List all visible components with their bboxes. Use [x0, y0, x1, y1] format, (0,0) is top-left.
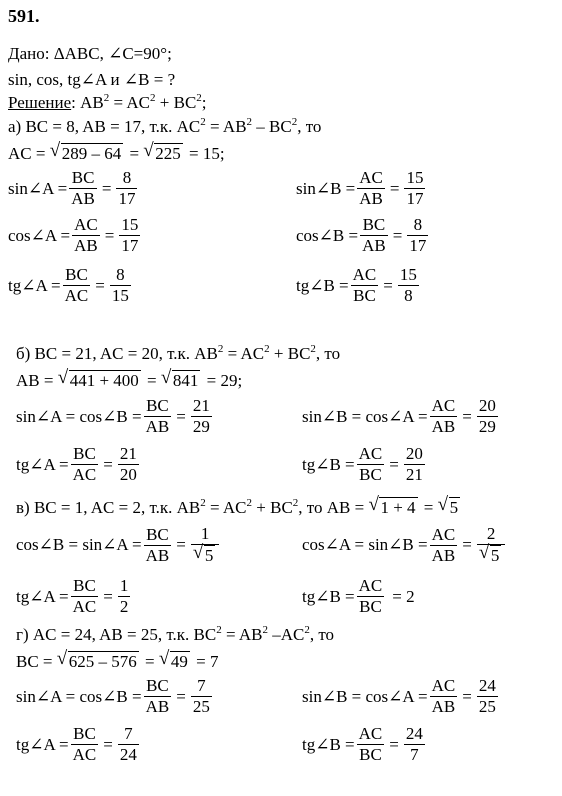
- sqrt-sign: √ 225: [143, 140, 181, 163]
- sqrt-sign: √ 289 – 64: [49, 140, 122, 163]
- find-line: sin, cos, tg∠A и ∠B = ?: [8, 70, 176, 89]
- part-v-tgA: tg∠A = $\frac{BC}{AC}$ = $\frac{1}{2}$: [16, 576, 129, 616]
- part-v-condition: в) BC = 1, AC = 2, т.к. $AB^2 = AC^2 + BC^2$, то AB = √ 1 + 4 = √ 5: [16, 494, 459, 517]
- solution-line: Решение: $AB^2 = AC^2 + BC^2$;: [8, 92, 207, 112]
- part-g-bc-calc: BC = √ 625 – 576 = √ 49 = 7: [16, 648, 219, 671]
- part-b-condition: б) BC = 21, AC = 20, т.к. $AB^2 = AC^2 + BC^2$, то: [16, 343, 341, 363]
- part-b-sinA: sin∠A = cos∠B = $\frac{BC}{AB}$ = $\frac{21}{29}$: [16, 396, 210, 436]
- part-b-sinB: sin∠B = cos∠A = $\frac{AC}{AB}$ = $\frac{20}{29}$: [302, 396, 496, 436]
- part-g-sinA: sin∠A = cos∠B = $\frac{BC}{AB}$ = $\frac{7}{25}$: [16, 676, 210, 716]
- part-b-ab-calc: AB = √ 441 + 400 = √ 841 = 29;: [16, 367, 243, 390]
- part-a-tgB: tg∠B = $\frac{AC}{BC}$ = $\frac{15}{8}$: [296, 265, 417, 305]
- part-g-sinB: sin∠B = cos∠A = $\frac{AC}{AB}$ = $\frac{24}{25}$: [302, 676, 496, 716]
- solution-label: Решение: [8, 93, 72, 112]
- given-line: Дано: ΔABC, ∠C=90°;: [8, 44, 172, 63]
- part-a-ac-calc: AC = √ 289 – 64 = √ 225 = 15;: [8, 140, 225, 163]
- part-g-condition: г) AC = 24, AB = 25, т.к. $BC^2 = AB^2$ $-AC^2$, то: [16, 624, 335, 644]
- part-b-tgA: tg∠A = $\frac{BC}{AC}$ = $\frac{21}{20}$: [16, 444, 137, 484]
- part-a-tgA: tg∠A = $\frac{BC}{AC}$ = $\frac{8}{15}$: [8, 265, 129, 305]
- part-a-sinA: sin∠A = $\frac{BC}{AB}$ = $\frac{8}{17}$: [8, 168, 136, 208]
- part-g-tgB: tg∠B = $\frac{AC}{BC}$ = $\frac{24}{7}$: [302, 724, 423, 764]
- part-v-tgB: tg∠B = $\frac{AC}{BC}$ = 2: [302, 576, 415, 616]
- part-v-cosB: cos∠B = sin∠A = $\frac{BC}{AB}$ = 1 √ 5: [16, 524, 221, 566]
- part-a-cosA: cos∠A = $\frac{AC}{AB}$ = $\frac{15}{17}$: [8, 215, 139, 255]
- part-g-tgA: tg∠A = $\frac{BC}{AC}$ = $\frac{7}{24}$: [16, 724, 137, 764]
- part-a-sinB: sin∠B = $\frac{AC}{AB}$ = $\frac{15}{17}$: [296, 168, 424, 208]
- part-b-tgB: tg∠B = $\frac{AC}{BC}$ = $\frac{20}{21}$: [302, 444, 423, 484]
- part-v-cosA: cos∠A = sin∠B = $\frac{AC}{AB}$ = 2 √ 5: [302, 524, 507, 566]
- part-a-cosB: cos∠B = $\frac{BC}{AB}$ = $\frac{8}{17}$: [296, 215, 427, 255]
- part-a-condition: а) BC = 8, AB = 17, т.к. $AC^2 = AB^2 - BC^2$, то: [8, 116, 322, 136]
- problem-number: 591.: [8, 6, 40, 26]
